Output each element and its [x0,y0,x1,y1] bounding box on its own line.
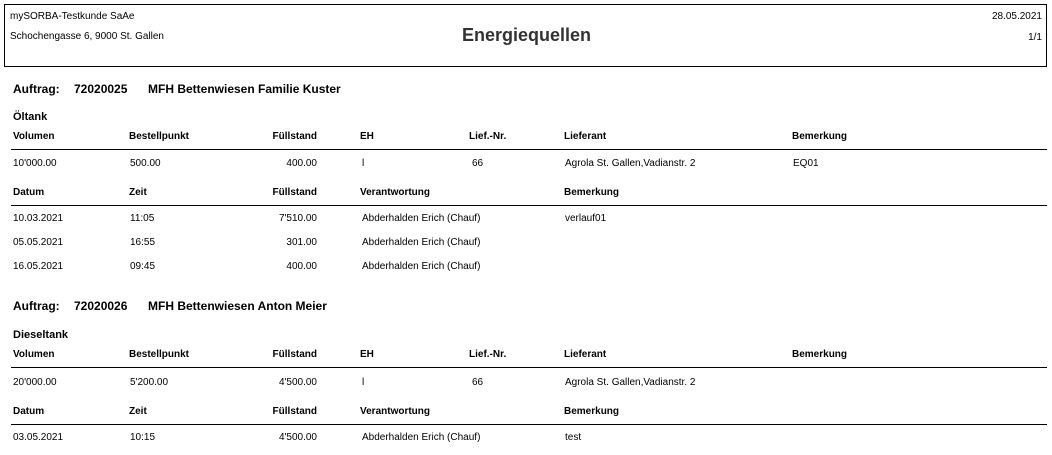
col-lieferant: Lieferant [564,131,607,142]
tank-volumen: 10'000.00 [13,158,57,169]
company-address: Schochengasse 6, 9000 St. Gallen [10,31,164,42]
col-hist-bemerkung: Bemerkung [564,406,620,417]
order-name: MFH Bettenwiesen Anton Meier [148,299,327,313]
tank-lief-nr: 66 [472,158,484,169]
col-volumen: Volumen [13,131,55,142]
tank-eh: l [362,377,365,388]
company-name: mySORBA-Testkunde SaAe [10,11,135,22]
report-date: 28.05.2021 [991,11,1042,22]
history-datum: 16.05.2021 [13,261,64,272]
tank-bestellpunkt: 5'200.00 [130,377,169,388]
history-zeit: 10:15 [130,432,156,443]
col-lief-nr: Lief.-Nr. [469,131,507,142]
col-bestellpunkt: Bestellpunkt [129,131,190,142]
page-number: 1/1 [1028,32,1042,43]
divider [11,205,1047,206]
report-header [4,4,1047,67]
col-zeit: Zeit [129,187,147,198]
tank-fuellstand: 400.00 [286,158,317,169]
order-label: Auftrag: [13,299,60,313]
col-hist-fuellstand: Füllstand [272,187,317,198]
col-lief-nr: Lief.-Nr. [469,349,507,360]
col-zeit: Zeit [129,406,147,417]
col-fuellstand: Füllstand [272,349,317,360]
history-verantwortung: Abderhalden Erich (Chauf) [362,261,481,272]
history-datum: 05.05.2021 [13,237,64,248]
history-fuellstand: 4'500.00 [278,432,317,443]
tank-bemerkung: EQ01 [793,158,819,169]
history-bemerkung: test [565,432,582,443]
history-zeit: 09:45 [130,261,156,272]
history-fuellstand: 400.00 [286,261,317,272]
divider [11,367,1047,368]
tank-volumen: 20'000.00 [13,377,57,388]
col-eh: EH [360,131,374,142]
history-verantwortung: Abderhalden Erich (Chauf) [362,432,481,443]
col-fuellstand: Füllstand [272,131,317,142]
col-datum: Datum [13,406,45,417]
order-number: 72020025 [74,82,128,96]
col-bemerkung: Bemerkung [792,131,848,142]
tank-lief-nr: 66 [472,377,484,388]
tank-lieferant: Agrola St. Gallen,Vadianstr. 2 [565,158,696,169]
col-bemerkung: Bemerkung [792,349,848,360]
col-verantwortung: Verantwortung [360,187,431,198]
history-zeit: 16:55 [130,237,156,248]
history-fuellstand: 7'510.00 [278,213,317,224]
col-lieferant: Lieferant [564,349,607,360]
col-datum: Datum [13,187,45,198]
order-name: MFH Bettenwiesen Familie Kuster [148,82,341,96]
divider [11,149,1047,150]
history-zeit: 11:05 [130,213,155,224]
tank-type: Dieseltank [13,329,69,341]
order-number: 72020026 [74,299,128,313]
col-volumen: Volumen [13,349,55,360]
tank-eh: l [362,158,365,169]
history-datum: 10.03.2021 [13,213,64,224]
history-datum: 03.05.2021 [13,432,64,443]
tank-lieferant: Agrola St. Gallen,Vadianstr. 2 [565,377,696,388]
col-hist-bemerkung: Bemerkung [564,187,620,198]
divider [11,424,1047,425]
history-verantwortung: Abderhalden Erich (Chauf) [362,213,481,224]
col-eh: EH [360,349,374,360]
history-fuellstand: 301.00 [286,237,317,248]
col-hist-fuellstand: Füllstand [272,406,317,417]
col-bestellpunkt: Bestellpunkt [129,349,190,360]
report-title: Energiequellen [461,25,592,45]
tank-type: Öltank [13,111,48,123]
tank-fuellstand: 4'500.00 [278,377,317,388]
order-label: Auftrag: [13,82,60,96]
tank-bestellpunkt: 500.00 [130,158,161,169]
col-verantwortung: Verantwortung [360,406,431,417]
history-verantwortung: Abderhalden Erich (Chauf) [362,237,481,248]
history-bemerkung: verlauf01 [565,213,607,224]
